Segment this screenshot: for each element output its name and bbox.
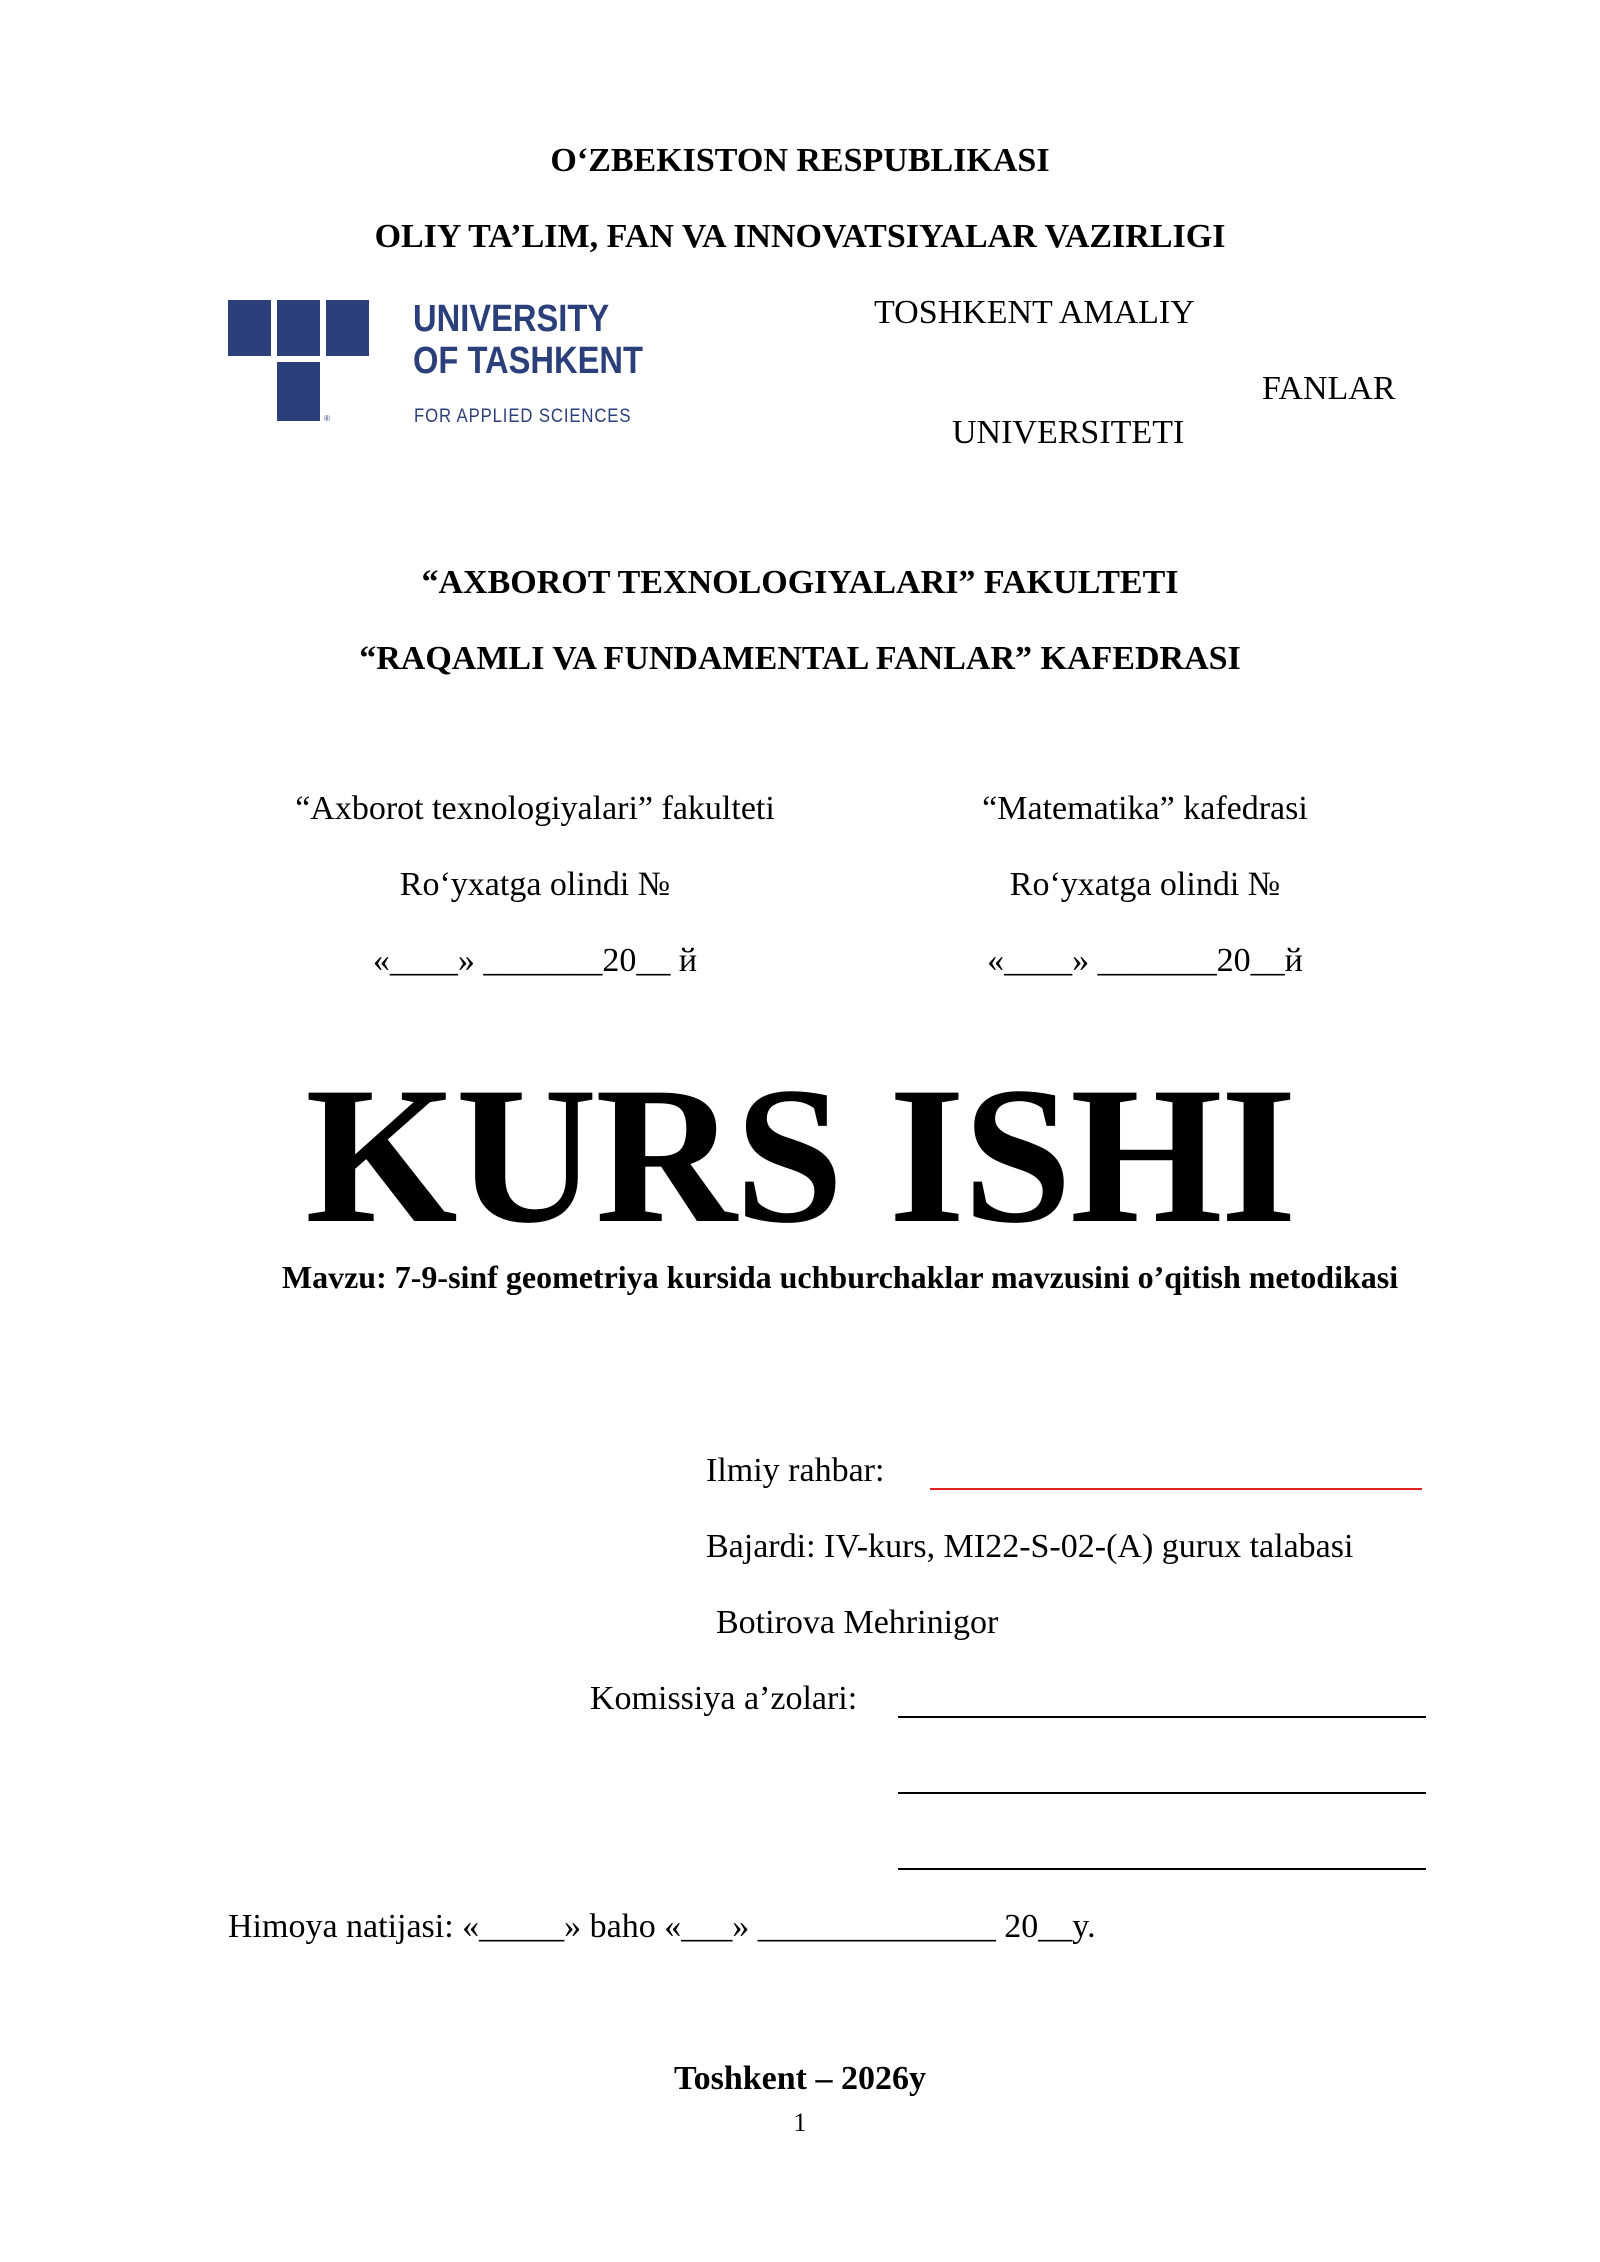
supervisor-label: Ilmiy rahbar: xyxy=(706,1452,885,1489)
registration-right-name: “Matematika” kafedrasi xyxy=(982,790,1308,827)
logo-block-2 xyxy=(277,300,320,356)
logo-text-applied-sciences: FOR APPLIED SCIENCES xyxy=(414,406,632,427)
logo-block-1 xyxy=(228,300,271,356)
ministry-line-1: O‘ZBEKISTON RESPUBLIKASI xyxy=(550,142,1050,179)
logo-text-of-tashkent: OF TASHKENT xyxy=(413,340,643,382)
university-name-part-3: UNIVERSITETI xyxy=(952,414,1185,451)
department-title: “RAQAMLI VA FUNDAMENTAL FANLAR” KAFEDRASI xyxy=(359,640,1241,677)
registration-left-name: “Axborot texnologiyalari” fakulteti xyxy=(295,790,775,827)
faculty-title: “AXBOROT TEXNOLOGIYALARI” FAKULTETI xyxy=(421,564,1179,601)
registration-right-registered: Ro‘yxatga olindi № xyxy=(1009,866,1281,903)
logo-block-3 xyxy=(326,300,369,356)
university-logo xyxy=(228,300,648,430)
university-name-part-2: FANLAR xyxy=(1262,370,1396,407)
city-year: Toshkent – 2026y xyxy=(674,2060,926,2097)
registration-right-date: «____» _______20__й xyxy=(987,942,1303,979)
page-number: 1 xyxy=(793,2108,807,2137)
ministry-line-2: OLIY TA’LIM, FAN VA INNOVATSIYALAR VAZIRLIGI xyxy=(374,218,1226,255)
logo-text-university: UNIVERSITY xyxy=(413,298,610,340)
university-name-part-1: TOSHKENT AMALIY xyxy=(874,294,1195,331)
commission-line-1 xyxy=(898,1716,1426,1718)
logo-block-4 xyxy=(277,362,320,421)
logo-registered-mark: ® xyxy=(324,414,330,423)
defense-result: Himoya natijasi: «_____» baho «___» ______________ 20__y. xyxy=(228,1908,1096,1945)
student-name: Botirova Mehrinigor xyxy=(716,1604,999,1641)
commission-line-2 xyxy=(898,1792,1426,1794)
supervisor-signature-line xyxy=(930,1488,1422,1490)
registration-left-date: «____» _______20__ й xyxy=(372,942,698,979)
document-title: KURS ISHI xyxy=(305,1047,1295,1264)
performer-info: Bajardi: IV-kurs, MI22-S-02-(A) gurux talabasi xyxy=(706,1528,1354,1565)
commission-line-3 xyxy=(898,1868,1426,1870)
topic: Mavzu: 7-9-sinf geometriya kursida uchburchaklar mavzusini o’qitish metodikasi xyxy=(281,1259,1399,1295)
commission-label: Komissiya a’zolari: xyxy=(590,1680,858,1717)
registration-left-registered: Ro‘yxatga olindi № xyxy=(399,866,671,903)
